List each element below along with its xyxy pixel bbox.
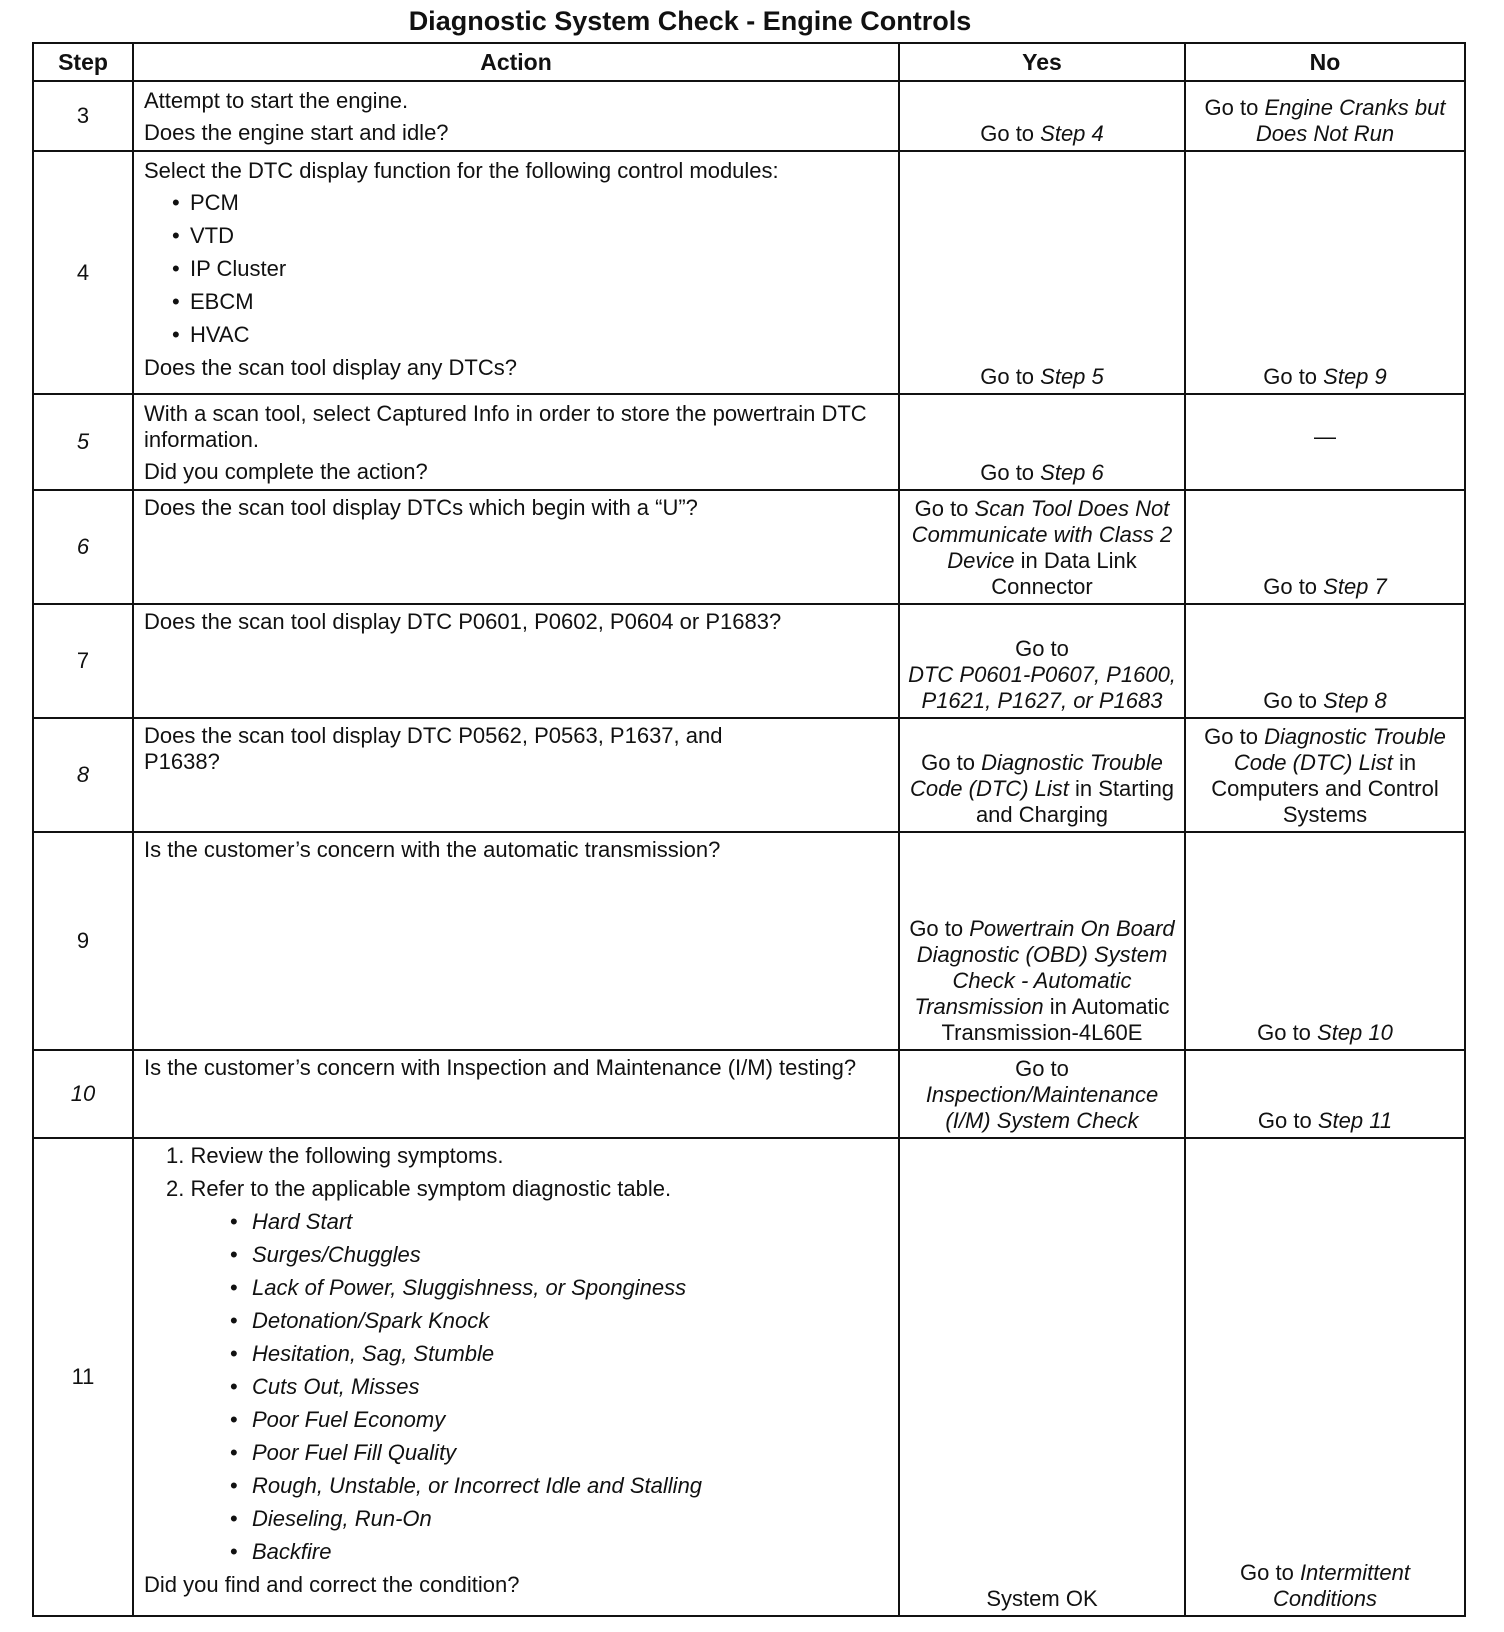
yes-reference: Inspection/Maintenance (I/M) System Check bbox=[925, 1082, 1159, 1133]
yes-reference: DTC P0601-P0607, P1600, P1621, P1627, or P1683 bbox=[908, 662, 1176, 713]
list-item: 2. Refer to the applicable symptom diagnostic table. bbox=[166, 1176, 672, 1201]
header-no: No bbox=[1185, 43, 1465, 81]
action-cell bbox=[133, 81, 899, 151]
no-cell: Go to Step 8 bbox=[1185, 604, 1465, 718]
yes-cell: Go to Scan Tool Does Not Communicate with Class 2 Device in Data Link Connector bbox=[899, 490, 1185, 604]
action-cell bbox=[133, 151, 899, 394]
action-question: Does the scan tool display DTC P0562, P0563, P1637, and P1638? bbox=[144, 723, 723, 774]
yes-cell: Go to Inspection/Maintenance (I/M) System Check bbox=[899, 1050, 1185, 1138]
header-yes: Yes bbox=[899, 43, 1185, 81]
action-cell bbox=[133, 832, 899, 1050]
no-reference: Engine Cranks but Does Not Run bbox=[1255, 95, 1446, 146]
no-cell: Go to Engine Cranks but Does Not Run bbox=[1185, 81, 1465, 151]
no-cell: Go to Intermittent Conditions bbox=[1185, 1138, 1465, 1616]
page-title: Diagnostic System Check - Engine Controls bbox=[408, 6, 972, 36]
action-question: Is the customer’s concern with Inspection and Maintenance (I/M) testing? bbox=[144, 1055, 857, 1080]
action-question: Is the customer’s concern with the automatic transmission? bbox=[144, 837, 721, 862]
action-text: With a scan tool, select Captured Info in order to store the powertrain DTC information. bbox=[144, 401, 867, 452]
no-reference: Intermittent Conditions bbox=[1273, 1560, 1410, 1611]
list-item: • HVAC bbox=[172, 322, 888, 348]
list-item: • Backfire bbox=[230, 1539, 888, 1565]
no-cell: Go to Diagnostic Trouble Code (DTC) List in Computers and Control Systems bbox=[1185, 718, 1465, 832]
step-number: 10 bbox=[33, 1050, 133, 1138]
yes-cell: Go to Diagnostic Trouble Code (DTC) List in Starting and Charging bbox=[899, 718, 1185, 832]
no-reference: Step 8 bbox=[1323, 688, 1387, 713]
yes-cell: Go to Step 5 bbox=[899, 151, 1185, 394]
no-cell: Go to Step 11 bbox=[1185, 1050, 1465, 1138]
yes-reference: Diagnostic Trouble Code (DTC) List bbox=[909, 750, 1163, 801]
symptom-list bbox=[144, 1209, 888, 1565]
no-reference: Step 7 bbox=[1323, 574, 1387, 599]
list-item: • Poor Fuel Economy bbox=[230, 1407, 888, 1433]
no-cell bbox=[1185, 394, 1465, 490]
list-item: • Surges/Chuggles bbox=[230, 1242, 888, 1268]
table-row bbox=[33, 394, 1465, 490]
step-number: 8 bbox=[33, 718, 133, 832]
no-reference: Step 9 bbox=[1323, 364, 1387, 389]
header-action: Action bbox=[133, 43, 899, 81]
list-item: • Detonation/Spark Knock bbox=[230, 1308, 888, 1334]
table-row bbox=[33, 1138, 1465, 1616]
no-dash: — bbox=[1314, 424, 1336, 449]
list-item: • Lack of Power, Sluggishness, or Sponginess bbox=[230, 1275, 888, 1301]
yes-reference: Step 5 bbox=[1040, 364, 1104, 389]
list-item: • EBCM bbox=[172, 289, 888, 315]
yes-reference: Step 4 bbox=[1040, 121, 1104, 146]
no-reference: Step 11 bbox=[1317, 1108, 1393, 1133]
action-text: Attempt to start the engine. bbox=[144, 88, 409, 113]
action-question: Does the scan tool display DTCs which begin with a “U”? bbox=[144, 495, 698, 520]
list-item: • Hard Start bbox=[230, 1209, 888, 1235]
step-number: 9 bbox=[33, 832, 133, 1050]
list-item: • IP Cluster bbox=[172, 256, 888, 282]
action-question: Did you complete the action? bbox=[144, 459, 428, 484]
yes-cell: Go to Step 6 bbox=[899, 394, 1185, 490]
table-row bbox=[33, 1050, 1465, 1138]
list-item: • Rough, Unstable, or Incorrect Idle and Stalling bbox=[230, 1473, 888, 1499]
yes-cell: Go to Step 4 bbox=[899, 81, 1185, 151]
step-number: 7 bbox=[33, 604, 133, 718]
yes-result: System OK bbox=[986, 1586, 1098, 1611]
module-list bbox=[144, 190, 888, 348]
procedure-list bbox=[144, 1143, 888, 1202]
no-cell: Go to Step 10 bbox=[1185, 832, 1465, 1050]
list-item: • Hesitation, Sag, Stumble bbox=[230, 1341, 888, 1367]
table-row bbox=[33, 604, 1465, 718]
action-question: Does the scan tool display any DTCs? bbox=[144, 355, 517, 380]
no-reference: Step 10 bbox=[1317, 1020, 1393, 1045]
yes-cell bbox=[899, 1138, 1185, 1616]
action-question: Does the engine start and idle? bbox=[144, 120, 449, 145]
step-number: 6 bbox=[33, 490, 133, 604]
step-number: 11 bbox=[33, 1138, 133, 1616]
table-header-row bbox=[33, 43, 1465, 81]
action-cell bbox=[133, 718, 899, 832]
yes-cell: Go to DTC P0601-P0607, P1600, P1621, P1627, or P1683 bbox=[899, 604, 1185, 718]
table-row bbox=[33, 151, 1465, 394]
list-item: 1. Review the following symptoms. bbox=[166, 1143, 504, 1168]
table-row bbox=[33, 490, 1465, 604]
step-number: 4 bbox=[33, 151, 133, 394]
list-item: • Poor Fuel Fill Quality bbox=[230, 1440, 888, 1466]
action-question: Does the scan tool display DTC P0601, P0602, P0604 or P1683? bbox=[144, 609, 782, 634]
header-step: Step bbox=[33, 43, 133, 81]
no-cell: Go to Step 9 bbox=[1185, 151, 1465, 394]
step-number: 3 bbox=[33, 81, 133, 151]
yes-cell: Go to Powertrain On Board Diagnostic (OBD) System Check - Automatic Transmission in Automatic Transmission-4L60E bbox=[899, 832, 1185, 1050]
action-cell bbox=[133, 1050, 899, 1138]
list-item: • Dieseling, Run-On bbox=[230, 1506, 888, 1532]
no-cell: Go to Step 7 bbox=[1185, 490, 1465, 604]
table-row bbox=[33, 832, 1465, 1050]
action-text: Select the DTC display function for the following control modules: bbox=[144, 158, 779, 183]
list-item: • Cuts Out, Misses bbox=[230, 1374, 888, 1400]
action-cell bbox=[133, 490, 899, 604]
yes-reference: Step 6 bbox=[1040, 460, 1104, 485]
step-number: 5 bbox=[33, 394, 133, 490]
list-item: • PCM bbox=[172, 190, 888, 216]
action-cell bbox=[133, 1138, 899, 1616]
action-question: Did you find and correct the condition? bbox=[144, 1572, 520, 1597]
table-row bbox=[33, 718, 1465, 832]
action-cell bbox=[133, 394, 899, 490]
table-row bbox=[33, 81, 1465, 151]
no-reference: Diagnostic Trouble Code (DTC) List bbox=[1233, 724, 1446, 775]
yes-reference: Scan Tool Does Not Communicate with Class 2 Device bbox=[911, 496, 1173, 573]
list-item: • VTD bbox=[172, 223, 888, 249]
yes-reference: Powertrain On Board Diagnostic (OBD) System Check - Automatic Transmission bbox=[914, 916, 1175, 1019]
diagnostic-table bbox=[32, 42, 1466, 1617]
action-cell bbox=[133, 604, 899, 718]
